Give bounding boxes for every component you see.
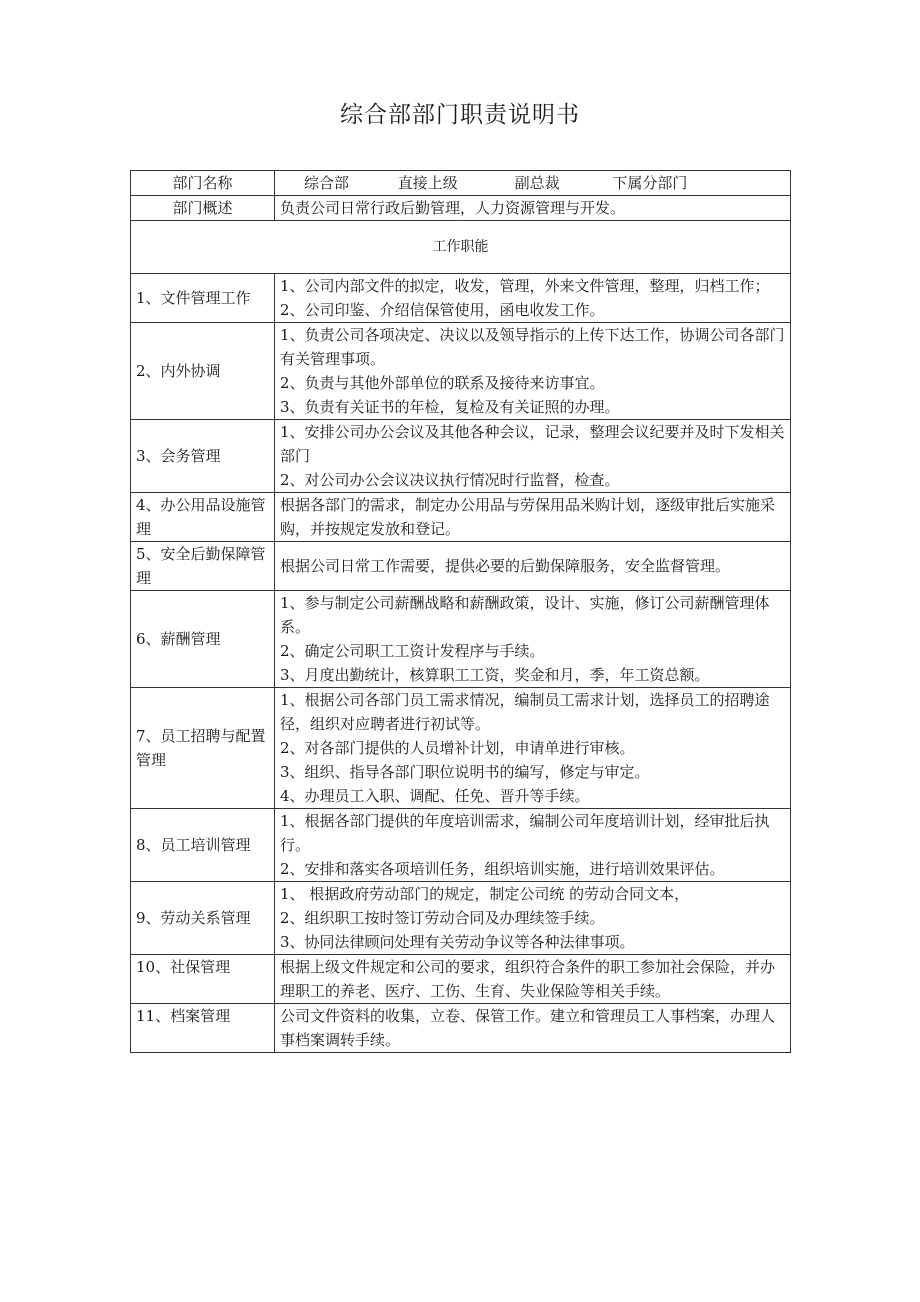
duty-item: 1、 根据政府劳动部门的规定，制定公司统 的劳动合同文本， [280,885,690,903]
duty-item: 2、组织职工按时签订劳动合同及办理续签手续。 [280,909,605,927]
duty-category: 10、社保管理 [131,955,275,1004]
duty-item: 根据各部门的需求，制定办公用品与劳保用品米购计划，逐级审批后实施采购，并按规定发放和登记。 [280,496,776,538]
duty-category: 3、会务管理 [131,420,275,493]
duty-table [130,170,791,1053]
duty-item: 2、确定公司职工工资计发程序与手续。 [280,642,545,660]
overview-row [131,196,791,221]
duty-category: 2、内外协调 [131,323,275,420]
duty-item: 4、办理员工入职、调配、任免、晋升等手续。 [280,787,590,805]
subordinate-label: 下属分部门 [612,174,688,192]
duty-item: 1、安排公司办公会议及其他各种会议，记录，整理会议纪要并及时下发相关部门 [280,423,785,465]
duty-item: 根据公司日常工作需要，提供必要的后勤保障服务，安全监督管理。 [280,557,731,575]
duty-row [131,420,791,493]
duty-row [131,323,791,420]
duty-row [131,591,791,688]
duty-item: 2、对各部门提供的人员增补计划，申请单进行审核。 [280,739,635,757]
duty-items [275,591,791,688]
dept-name-label: 部门名称 [131,171,275,196]
duty-category: 1、文件管理工作 [131,274,275,323]
duty-row [131,274,791,323]
superior-label: 直接上级 [397,174,458,192]
dept-name-row [131,171,791,196]
duty-item: 3、负责有关证书的年检，复检及有关证照的办理。 [280,398,620,416]
duty-items [275,1004,791,1053]
duty-items [275,882,791,955]
dept-info-cell [275,171,791,196]
duty-items [275,688,791,809]
dept-name-value: 综合部 [304,174,350,192]
duty-item: 2、对公司办公会议决议执行情况时行监督，检查。 [280,471,620,489]
duty-item: 1、根据公司各部门员工需求情况，编制员工需求计划，选择员工的招聘途径，组织对应聘者进行初试等。 [280,691,770,733]
duty-item: 1、根据各部门提供的年度培训需求，编制公司年度培训计划，经审批后执行。 [280,812,770,854]
duty-items [275,955,791,1004]
document-title: 综合部部门职责说明书 [340,102,580,128]
duty-items [275,420,791,493]
functions-heading-row [131,221,791,274]
duty-row [131,955,791,1004]
duty-item: 1、负责公司各项决定、决议以及领导指示的上传下达工作，协调公司各部门有关管理事项。 [280,326,785,368]
duty-category: 4、办公用品设施管理 [131,493,275,542]
duty-item: 1、公司内部文件的拟定，收发，管理，外来文件管理，整理，归档工作； [280,277,770,295]
duty-row [131,1004,791,1053]
duty-category: 9、劳动关系管理 [131,882,275,955]
duty-row [131,882,791,955]
duty-category: 8、员工培训管理 [131,809,275,882]
duty-items [275,809,791,882]
duty-item: 2、公司印鉴、介绍信保管使用，函电收发工作。 [280,301,605,319]
overview-label: 部门概述 [131,196,275,221]
duty-row [131,493,791,542]
duty-items [275,542,791,591]
duty-item: 2、负责与其他外部单位的联系及接待来访事宜。 [280,374,605,392]
overview-value: 负责公司日常行政后勤管理，人力资源管理与开发。 [275,196,791,221]
duty-category: 7、员工招聘与配置管理 [131,688,275,809]
functions-heading: 工作职能 [131,221,791,274]
duty-item: 3、组织、指导各部门职位说明书的编写，修定与审定。 [280,763,650,781]
duty-item: 2、安排和落实各项培训任务，组织培训实施，进行培训效果评估。 [280,860,725,878]
duty-items [275,493,791,542]
duty-items [275,274,791,323]
duty-row [131,809,791,882]
superior-value: 副总裁 [514,174,560,192]
duty-items [275,323,791,420]
duty-item: 1、参与制定公司薪酬战略和薪酬政策，设计、实施，修订公司薪酬管理体系。 [280,594,770,636]
duty-item: 公司文件资料的收集，立卷、保管工作。建立和管理员工人事档案，办理人事档案调转手续。 [280,1007,776,1049]
duty-item: 根据上级文件规定和公司的要求，组织符合条件的职工参加社会保险，并办理职工的养老、医疗、工伤、生育、失业保险等相关手续。 [280,958,776,1000]
duty-item: 3、协同法律顾问处理有关劳动争议等各种法律事项。 [280,933,635,951]
duty-item: 3、月度出勤统计，核算职工工资，奖金和月，季，年工资总额。 [280,666,710,684]
duty-category: 6、薪酬管理 [131,591,275,688]
duty-row [131,542,791,591]
duty-category: 5、安全后勤保障管理 [131,542,275,591]
duty-row [131,688,791,809]
duty-category: 11、档案管理 [131,1004,275,1053]
